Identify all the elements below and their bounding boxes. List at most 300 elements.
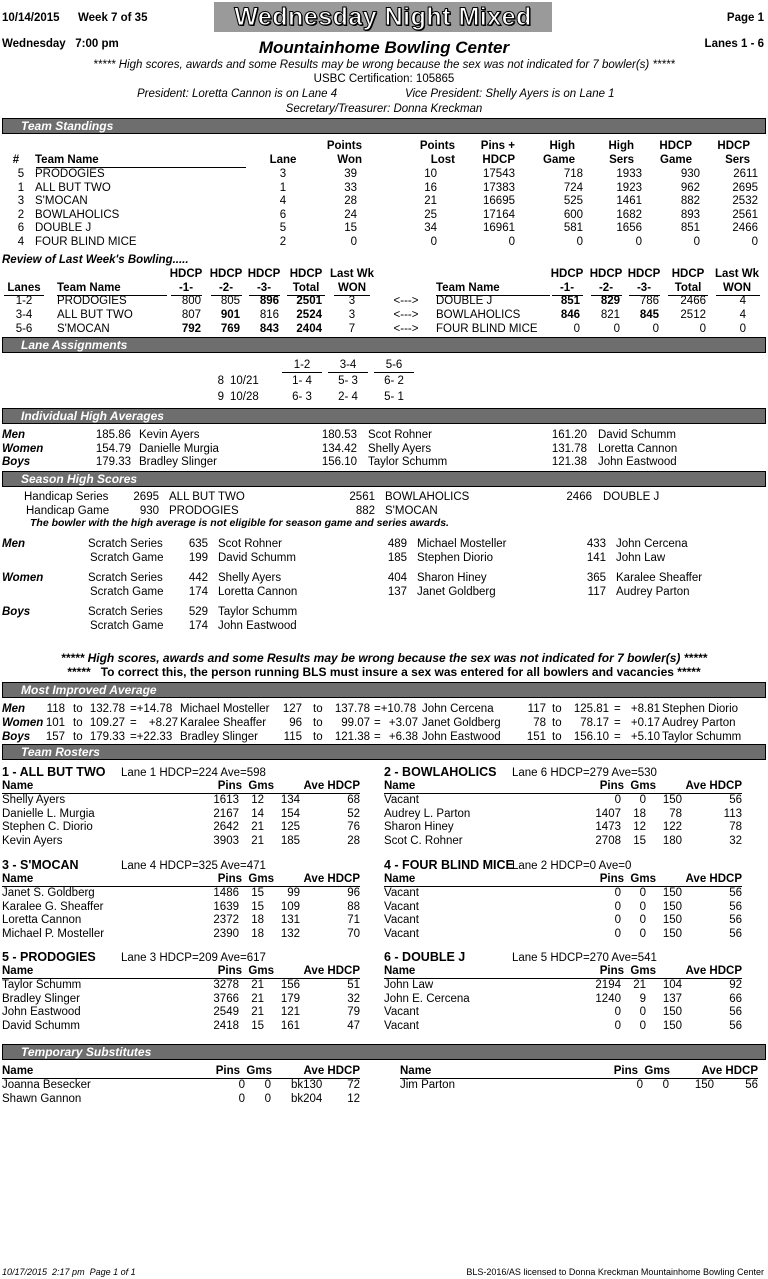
review-header: Last Wk [329, 268, 375, 280]
to-label: to [313, 703, 323, 715]
standings-cell: 33 [344, 181, 357, 194]
review-cell: 3 [348, 295, 356, 307]
review-cell: 821 [600, 309, 620, 321]
standings-cell: 3 [279, 168, 287, 180]
bowler-name: Stephen Diorio [417, 552, 494, 564]
roster-average: 122 [662, 821, 682, 833]
standings-cell: BOWLAHOLICS [35, 208, 120, 221]
section-season-high-scores: Season High Scores [2, 471, 766, 487]
improvement: +3.07 [388, 717, 418, 729]
roster-games: 21 [251, 821, 264, 833]
current-average: 125.81 [573, 703, 609, 715]
section-temporary-substitutes: Temporary Substitutes [2, 1044, 766, 1060]
section-lane-assignments: Lane Assignments [2, 337, 766, 353]
roster-pins: 2642 [213, 821, 239, 833]
review-cell: 829 [600, 295, 620, 307]
review-cell: 800 [181, 295, 201, 307]
team-name: BOWLAHOLICS [385, 491, 470, 503]
improvement: +8.27 [148, 717, 178, 729]
sub-pins: 0 [238, 1079, 245, 1091]
current-average: 137.78 [334, 703, 370, 715]
improvement: = [614, 703, 621, 715]
gender-group: Women [2, 572, 44, 584]
improved-group: Boys [2, 731, 31, 743]
roster-games: 15 [251, 887, 264, 899]
roster-games: 0 [639, 1019, 646, 1032]
standings-cell: 5 [279, 222, 287, 234]
current-average: 132.78 [89, 703, 125, 715]
roster-header: Pins Gms [217, 965, 274, 977]
roster-bowler-name: David Schumm [2, 1019, 80, 1032]
roster-pins: 1473 [595, 821, 621, 833]
standings-cell: 1461 [616, 195, 642, 207]
roster-header: Pins Gms [599, 873, 656, 885]
start-average: 96 [289, 717, 302, 729]
award-label: Scratch Game [90, 620, 164, 632]
award-label: Scratch Series [88, 538, 163, 550]
lanes-range: Lanes 1 - 6 [704, 38, 764, 50]
sub-hdcp: 72 [347, 1079, 360, 1091]
roster-games: 21 [251, 979, 264, 991]
section-team-rosters: Team Rosters [2, 744, 766, 760]
standings-header: Won [337, 154, 362, 166]
bowler-name: John Cercena [616, 538, 688, 550]
roster-header: Name [2, 873, 34, 885]
sub-average: bk130 [291, 1079, 323, 1091]
standings-cell: 16695 [483, 195, 515, 207]
roster-average: 150 [662, 1019, 682, 1032]
roster-header: Pins Gms [217, 873, 274, 885]
review-cell: 843 [259, 323, 279, 335]
standings-cell: 893 [680, 208, 700, 221]
roster-hdcp: 56 [729, 914, 742, 926]
team-name: S'MOCAN [385, 505, 438, 517]
start-average: 101 [45, 717, 65, 729]
standings-cell: 525 [563, 195, 583, 207]
award-label: Scratch Game [90, 552, 164, 564]
improved-group: Women [2, 717, 44, 729]
improvement: =+14.78 [130, 703, 173, 715]
roster-games: 15 [633, 834, 646, 847]
standings-cell: 962 [680, 181, 700, 194]
roster-team-title: 2 - BOWLAHOLICS [384, 765, 497, 779]
score: 174 [188, 586, 208, 598]
standings-cell: 0 [508, 235, 515, 248]
sub-games: 0 [264, 1079, 271, 1091]
footer-license: BLS-2016/AS licensed to Donna Kreckman Mountainhome Bowling Center [466, 1267, 764, 1277]
review-cell: 1-2 [15, 295, 33, 307]
roster-games: 18 [633, 807, 646, 820]
roster-team-title: 5 - PRODOGIES [2, 950, 96, 964]
review-header: HDCP [671, 268, 705, 280]
roster-hdcp: 56 [729, 1006, 742, 1018]
subs-header: Ave HDCP [701, 1065, 758, 1077]
roster-hdcp: 70 [347, 927, 360, 940]
score: 185 [387, 552, 407, 564]
roster-games: 0 [639, 1006, 646, 1018]
section-high-averages: Individual High Averages [2, 408, 766, 424]
standings-header: Points [326, 140, 362, 152]
score: 2561 [349, 491, 375, 503]
improvement: +5.10 [630, 731, 660, 743]
roster-games: 15 [251, 1019, 264, 1032]
roster-average: 125 [280, 821, 300, 833]
roster-average: 150 [662, 1006, 682, 1018]
sub-hdcp: 12 [347, 1092, 360, 1105]
roster-header: Name [2, 965, 34, 977]
review-cell: <---> [393, 309, 419, 321]
standings-cell: S'MOCAN [35, 195, 88, 207]
roster-hdcp: 68 [347, 794, 360, 806]
roster-games: 21 [251, 1006, 264, 1018]
standings-cell: 600 [563, 208, 583, 221]
roster-header: Pins Gms [599, 965, 656, 977]
standings-cell: 5 [17, 168, 25, 180]
sub-games: 0 [264, 1092, 271, 1105]
standings-cell: 724 [563, 181, 583, 194]
bowler-name: Danielle Murgia [139, 442, 219, 455]
roster-pins: 3766 [213, 992, 239, 1005]
standings-header: Lane [269, 154, 297, 166]
roster-bowler-name: Danielle L. Murgia [2, 807, 95, 820]
roster-average: 154 [280, 807, 300, 820]
roster-bowler-name: Vacant [384, 1006, 419, 1018]
roster-team-info: Lane 3 HDCP=209 Ave=617 [121, 952, 266, 964]
roster-pins: 0 [614, 927, 621, 940]
review-cell: 0 [699, 323, 706, 335]
roster-bowler-name: Vacant [384, 887, 419, 899]
score: 137 [387, 586, 407, 598]
standings-cell: 1682 [616, 208, 642, 221]
review-cell: 786 [639, 295, 659, 307]
underline [328, 372, 368, 373]
roster-average: 78 [669, 807, 682, 820]
roster-bowler-name: Karalee G. Sheaffer [2, 900, 104, 913]
roster-hdcp: 28 [347, 834, 360, 847]
roster-header: Ave HDCP [303, 965, 360, 977]
review-header: Team Name [57, 282, 121, 294]
review-cell: 0 [652, 323, 659, 335]
average-value: 156.10 [321, 456, 357, 468]
review-cell: DOUBLE J [436, 295, 493, 307]
roster-bowler-name: Michael P. Mosteller [2, 927, 105, 940]
standings-cell: 1 [17, 181, 25, 194]
season-note: The bowler with the high average is not eligible for season game and series awards. [30, 517, 449, 529]
roster-hdcp: 113 [723, 807, 742, 820]
review-header: HDCP [289, 268, 323, 280]
standings-header: Pins + [480, 140, 515, 152]
bowler-name: Karalee Sheaffer [180, 717, 267, 729]
bowler-name: Loretta Cannon [218, 586, 298, 598]
roster-average: 99 [287, 887, 300, 899]
current-average: 156.10 [573, 731, 609, 743]
score: 529 [188, 606, 208, 618]
roster-bowler-name: John Law [384, 979, 434, 991]
bowler-name: Taylor Schumm [218, 606, 298, 618]
subs-header: Name [400, 1065, 432, 1077]
roster-average: 180 [662, 834, 682, 847]
bowler-name: Scot Rohner [218, 538, 282, 550]
improvement: +0.17 [630, 717, 660, 729]
week-date: 10/28 [230, 391, 259, 403]
review-cell: 805 [220, 295, 240, 307]
roster-average: 150 [662, 900, 682, 913]
roster-hdcp: 79 [347, 1006, 360, 1018]
start-average: 127 [282, 703, 302, 715]
sub-games: 0 [662, 1079, 669, 1091]
standings-header: Sers [609, 154, 634, 166]
roster-pins: 3278 [213, 979, 239, 991]
report-date: 10/14/2015 [2, 12, 60, 24]
review-header: HDCP [627, 268, 661, 280]
award-label: Handicap Series [24, 491, 109, 503]
team-name: PRODOGIES [169, 505, 239, 517]
average-value: 179.33 [95, 456, 131, 468]
to-label: to [313, 717, 323, 729]
current-average: 78.17 [580, 717, 609, 729]
roster-average: 134 [280, 794, 300, 806]
standings-cell: 4 [279, 195, 287, 207]
league-day-time: Wednesday 7:00 pm [2, 38, 119, 50]
bowler-name: Bradley Slinger [180, 731, 258, 743]
standings-cell: 10 [424, 168, 437, 180]
roster-average: 179 [280, 992, 300, 1005]
score: 489 [387, 538, 407, 550]
roster-hdcp: 76 [347, 821, 360, 833]
to-label: to [313, 731, 323, 743]
roster-pins: 0 [614, 900, 621, 913]
bowler-name: Bradley Slinger [139, 456, 217, 468]
roster-average: 150 [662, 914, 682, 926]
standings-header: Game [543, 154, 575, 166]
roster-header: Ave HDCP [303, 873, 360, 885]
roster-bowler-name: Shelly Ayers [2, 794, 66, 806]
average-group: Women [2, 442, 44, 455]
standings-cell: 2561 [732, 208, 758, 221]
lane-pair-header: 5-6 [385, 359, 403, 371]
bowler-name: John Eastwood [218, 620, 297, 632]
review-cell: 7 [348, 323, 356, 335]
standings-cell: 1933 [616, 168, 642, 180]
score: 199 [188, 552, 208, 564]
review-cell: <---> [393, 323, 419, 335]
lane-pair-header: 1-2 [293, 359, 311, 371]
standings-cell: 2695 [732, 181, 758, 194]
average-group: Boys [2, 456, 31, 468]
subs-header: Pins Gms [215, 1065, 272, 1077]
current-average: 99.07 [341, 717, 370, 729]
bowler-name: Taylor Schumm [662, 731, 742, 743]
bowler-name: Janet Goldberg [417, 586, 496, 598]
roster-hdcp: 32 [347, 992, 360, 1005]
start-average: 78 [533, 717, 546, 729]
start-average: 151 [526, 731, 546, 743]
roster-games: 12 [633, 821, 646, 833]
review-header: Total [674, 282, 702, 294]
roster-team-title: 1 - ALL BUT TWO [2, 765, 106, 779]
review-cell: S'MOCAN [57, 323, 110, 335]
roster-games: 0 [639, 794, 646, 806]
review-cell: 5-6 [15, 323, 33, 335]
roster-hdcp: 51 [347, 979, 360, 991]
roster-games: 0 [639, 914, 646, 926]
week-date: 10/21 [230, 375, 259, 387]
bowler-name: Taylor Schumm [368, 456, 448, 468]
score: 141 [586, 552, 606, 564]
gender-group: Men [2, 538, 25, 550]
review-cell: 845 [639, 309, 659, 321]
sub-pins: 0 [636, 1079, 643, 1091]
subs-header: Ave HDCP [303, 1065, 360, 1077]
bowler-name: Karalee Sheaffer [616, 572, 703, 584]
roster-hdcp: 56 [729, 927, 742, 940]
roster-team-info: Lane 6 HDCP=279 Ave=530 [512, 767, 657, 779]
standings-cell: 1656 [616, 222, 642, 234]
improvement: = [374, 731, 381, 743]
standings-cell: DOUBLE J [35, 222, 92, 234]
roster-pins: 0 [614, 1019, 621, 1032]
standings-header: Lost [430, 154, 455, 166]
team-name: ALL BUT TWO [169, 491, 245, 503]
start-average: 117 [527, 703, 546, 715]
roster-bowler-name: John Eastwood [2, 1006, 81, 1018]
bowler-name: Scot Rohner [368, 429, 432, 441]
roster-average: 161 [280, 1019, 300, 1032]
to-label: to [73, 703, 83, 715]
roster-average: 104 [662, 979, 682, 991]
review-header: -2- [598, 282, 614, 294]
lane-assignment: 6- 3 [292, 391, 312, 403]
award-label: Scratch Game [90, 586, 164, 598]
review-cell: 4 [739, 295, 746, 307]
review-cell: 0 [613, 323, 620, 335]
roster-games: 0 [639, 900, 646, 913]
current-average: 121.38 [334, 731, 370, 743]
standings-cell: 2 [17, 208, 25, 221]
standings-cell: 0 [693, 235, 700, 248]
roster-games: 0 [639, 887, 646, 899]
standings-header: Game [660, 154, 692, 166]
standings-header: High [549, 140, 575, 152]
review-header: Last Wk [714, 268, 760, 280]
roster-games: 21 [251, 992, 264, 1005]
bowler-name: John Eastwood [598, 456, 677, 468]
average-value: 185.86 [95, 429, 131, 441]
roster-pins: 2549 [213, 1006, 239, 1018]
standings-cell: 2611 [733, 168, 758, 180]
start-average: 118 [46, 703, 65, 715]
sub-name: Joanna Besecker [2, 1079, 91, 1091]
review-cell: 2512 [680, 309, 706, 321]
roster-hdcp: 52 [347, 807, 360, 820]
review-cell: 816 [259, 309, 279, 321]
review-cell: 3 [348, 309, 356, 321]
week-number: 9 [217, 391, 224, 403]
roster-games: 18 [251, 914, 264, 926]
week-number: 8 [217, 375, 224, 387]
improvement: = [614, 731, 621, 743]
review-cell: 896 [259, 295, 279, 307]
average-value: 134.42 [321, 442, 357, 455]
roster-pins: 1639 [213, 900, 239, 913]
review-header: Lanes [7, 282, 41, 294]
roster-header: Name [2, 780, 34, 792]
footer-print-time: 10/17/2015 2:17 pm Page 1 of 1 [2, 1267, 136, 1277]
average-value: 161.20 [551, 429, 587, 441]
review-cell: PRODOGIES [57, 295, 127, 307]
roster-bowler-name: Stephen C. Diorio [2, 821, 93, 833]
roster-average: 150 [662, 887, 682, 899]
standings-cell: 0 [635, 235, 642, 248]
sub-average: bk204 [291, 1092, 323, 1105]
roster-pins: 2167 [213, 807, 239, 820]
review-cell: 2524 [296, 309, 322, 321]
roster-header: Pins Gms [599, 780, 656, 792]
average-value: 131.78 [551, 442, 587, 455]
roster-bowler-name: Janet S. Goldberg [2, 887, 95, 899]
standings-cell: 6 [17, 222, 25, 234]
review-cell: 2466 [680, 295, 706, 307]
standings-cell: 24 [344, 208, 357, 221]
roster-hdcp: 96 [347, 887, 360, 899]
standings-cell: 2532 [732, 195, 758, 207]
roster-pins: 0 [614, 887, 621, 899]
average-value: 154.79 [95, 442, 131, 455]
bowling-center: Mountainhome Bowling Center [258, 38, 510, 57]
to-label: to [552, 717, 562, 729]
review-cell: 3-4 [15, 309, 33, 321]
report-week: Week 7 of 35 [78, 12, 148, 24]
lane-assignment: 1- 4 [292, 375, 312, 387]
bowler-name: Audrey Parton [616, 586, 690, 598]
bowler-name: David Schumm [598, 429, 676, 441]
roster-pins: 1240 [595, 992, 621, 1005]
roster-hdcp: 92 [729, 979, 742, 991]
team-name: DOUBLE J [603, 491, 660, 503]
standings-cell: PRODOGIES [35, 168, 105, 180]
review-cell: 807 [181, 309, 201, 321]
roster-bowler-name: Taylor Schumm [2, 979, 82, 991]
score: 117 [587, 586, 606, 598]
underline [282, 372, 322, 373]
bowler-name: Kevin Ayers [139, 429, 200, 441]
review-header: WON [722, 282, 752, 294]
standings-cell: 28 [344, 195, 357, 207]
standings-header: Sers [725, 154, 750, 166]
review-header: HDCP [209, 268, 243, 280]
review-header: HDCP [169, 268, 203, 280]
roster-games: 0 [639, 927, 646, 940]
roster-average: 185 [280, 834, 300, 847]
roster-header: Ave HDCP [685, 873, 742, 885]
score: 433 [586, 538, 606, 550]
improvement: = [614, 717, 621, 729]
award-label: Handicap Game [26, 505, 110, 517]
roster-games: 14 [251, 807, 264, 820]
roster-hdcp: 56 [729, 1019, 742, 1032]
lane-assignment: 6- 2 [384, 375, 404, 387]
standings-cell: 2 [279, 235, 287, 248]
score: 174 [188, 620, 208, 632]
roster-pins: 2390 [213, 927, 239, 940]
roster-games: 18 [251, 927, 264, 940]
standings-cell: ALL BUT TWO [35, 181, 111, 194]
roster-average: 131 [280, 914, 300, 926]
standings-cell: 0 [430, 235, 437, 248]
standings-cell: 581 [563, 222, 583, 234]
score: 2466 [566, 491, 592, 503]
review-cell: 2404 [296, 323, 322, 335]
